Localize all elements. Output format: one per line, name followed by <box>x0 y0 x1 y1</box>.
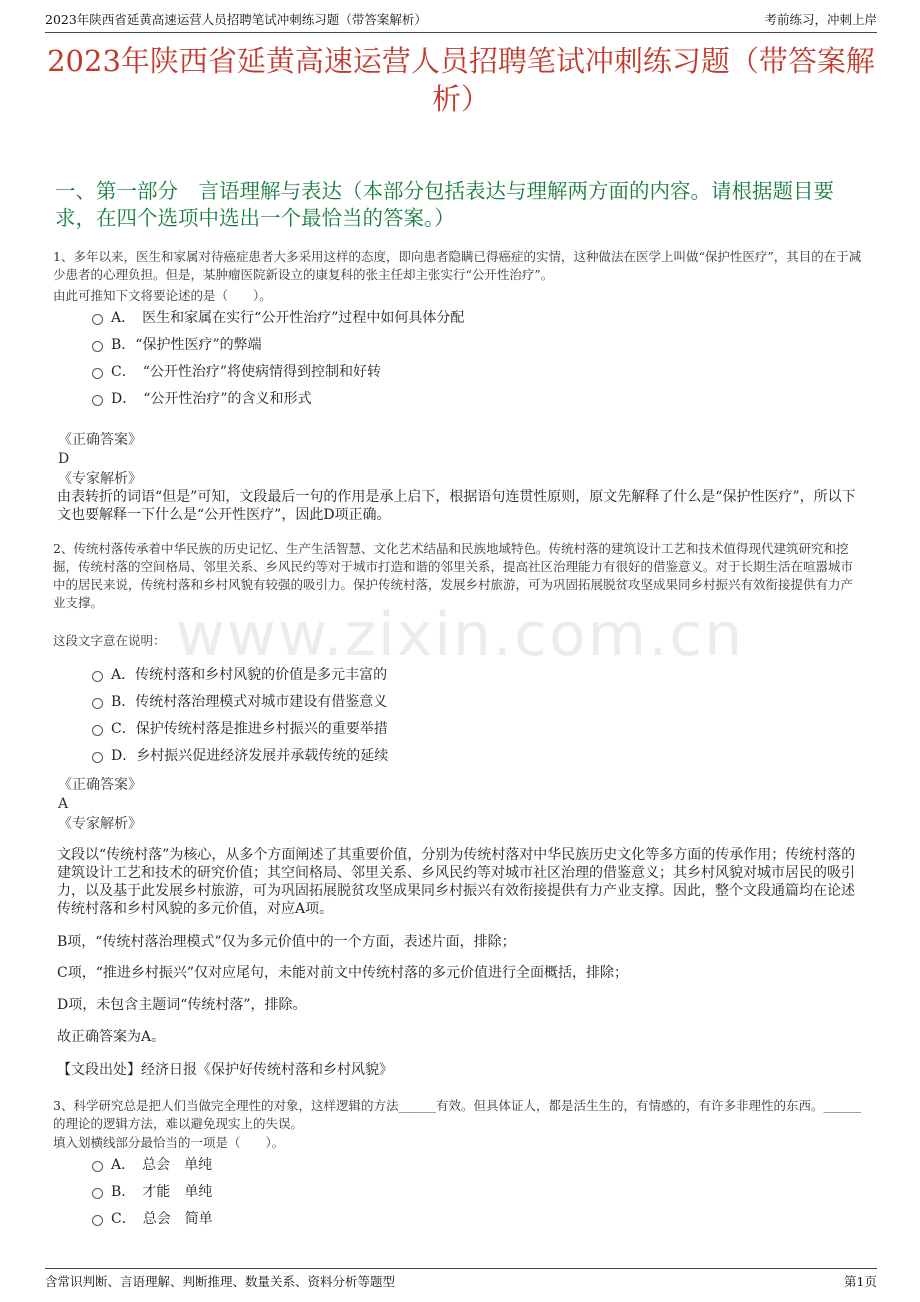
radio-icon[interactable] <box>92 341 103 352</box>
option-label: A． 总会 单纯 <box>111 1157 213 1173</box>
question-2-analysis-c: C项，“推进乡村振兴”仅对应尾句，未能对前文中传统村落的多元价值进行全面概括，排除； <box>57 965 629 981</box>
radio-icon[interactable] <box>92 1188 103 1199</box>
option-label: C． “公开性治疗”将使病情得到控制和好转 <box>111 364 382 380</box>
question-1-answer-label: 《正确答案》 <box>58 432 142 448</box>
question-1-option-b[interactable] <box>92 336 262 354</box>
question-1-option-d[interactable] <box>92 390 312 408</box>
question-3-stem: 3、科学研究总是把人们当做完全理性的对象，这样逻辑的方法______有效。但具体证人，都是活生生的，有情感的，有许多非理性的东西。______的理论的逻辑方法，难以避免现实上的失误。 <box>53 1098 861 1131</box>
radio-icon[interactable] <box>92 1161 103 1172</box>
question-1-analysis: 由表转折的词语“但是”可知，文段最后一句的作用是承上启下，根据语句连贯性原则，原文先解释了什么是“保护性医疗”，所以下文也要解释一下什么是“公开性医疗”，因此D项正确。 <box>57 489 856 523</box>
running-header-slogan: 考前练习，冲刺上岸 <box>764 12 877 27</box>
question-1-option-a[interactable] <box>92 309 464 327</box>
radio-icon[interactable] <box>92 314 103 325</box>
question-2-analysis-label: 《专家解析》 <box>58 816 142 832</box>
option-label: A．传统村落和乡村风貌的价值是多元丰富的 <box>111 667 388 683</box>
option-label: D．乡村振兴促进经济发展并承载传统的延续 <box>111 748 389 764</box>
option-label: D． “公开性治疗”的含义和形式 <box>111 391 312 407</box>
question-2-analysis-d: D项，未包含主题词“传统村落”，排除。 <box>57 997 307 1013</box>
question-2-prompt: 这段文字意在说明： <box>53 633 166 648</box>
question-1-analysis-label: 《专家解析》 <box>58 471 142 487</box>
question-1-prompt: 由此可推知下文将要论述的是（ ）。 <box>53 288 272 303</box>
option-label: B．“保护性医疗”的弊端 <box>111 337 262 353</box>
header-divider <box>45 32 877 33</box>
radio-icon[interactable] <box>92 752 103 763</box>
watermark: www.zixin.com.cn <box>175 600 745 670</box>
question-3-option-a[interactable] <box>92 1156 212 1174</box>
question-2-conclusion: 故正确答案为A。 <box>57 1029 166 1045</box>
question-2-source: 【文段出处】经济日报《保护好传统村落和乡村风貌》 <box>57 1062 393 1078</box>
section-heading: 一、第一部分 言语理解与表达（本部分包括表达与理解两方面的内容。请根据题目要求，在四个选项中选出一个最恰当的答案。） <box>55 179 834 230</box>
page-number: 第1页 <box>844 1274 877 1289</box>
question-3-prompt: 填入划横线部分最恰当的一项是（ ）。 <box>53 1135 285 1150</box>
question-2-analysis-main: 文段以“传统村落”为核心，从多个方面阐述了其重要价值，分别为传统村落对中华民族历史文化等多方面的传承作用；传统村落的建筑设计工艺和技术的研究价值；其空间格局、邻里关系、乡风民约等对城市社区治理的借鉴意义；其乡村风貌对城市居民的吸引力，以及基于此发展乡村旅游，可为巩固拓展脱贫攻坚成果同乡村振兴有效衔接提供有力产业支撑。因此，整个文段通篇均在论述传统村落和乡村风貌的多元价值，对应A项。 <box>57 847 856 917</box>
question-1-stem: 1、多年以来，医生和家属对待癌症患者大多采用这样的态度，即向患者隐瞒已得癌症的实情，这种做法在医学上叫做“保护性医疗”，其目的在于减少患者的心理负担。但是，某肿瘤医院新设立的康复科的张主任却主张实行“公开性治疗”。 <box>53 249 862 282</box>
question-2-option-a[interactable] <box>92 666 387 684</box>
question-1-answer: D <box>58 451 70 467</box>
question-1-option-c[interactable] <box>92 363 381 381</box>
option-label: C． 总会 简单 <box>111 1211 213 1227</box>
radio-icon[interactable] <box>92 368 103 379</box>
radio-icon[interactable] <box>92 671 103 682</box>
footer-description: 含常识判断、言语理解、判断推理、数量关系、资料分析等题型 <box>45 1274 396 1289</box>
radio-icon[interactable] <box>92 395 103 406</box>
document-title: 2023年陕西省延黄高速运营人员招聘笔试冲刺练习题（带答案解析） <box>47 44 875 116</box>
option-label: B． 才能 单纯 <box>111 1184 213 1200</box>
option-label: B．传统村落治理模式对城市建设有借鉴意义 <box>111 694 388 710</box>
option-label: A． 医生和家属在实行“公开性治疗”过程中如何具体分配 <box>111 310 465 326</box>
radio-icon[interactable] <box>92 1215 103 1226</box>
question-2-answer: A <box>58 796 69 812</box>
question-3-option-b[interactable] <box>92 1183 212 1201</box>
question-3-option-c[interactable] <box>92 1210 213 1228</box>
question-2-option-c[interactable] <box>92 720 388 738</box>
question-2-answer-label: 《正确答案》 <box>58 777 142 793</box>
radio-icon[interactable] <box>92 698 103 709</box>
question-2-option-b[interactable] <box>92 693 387 711</box>
question-2-stem: 2、传统村落传承着中华民族的历史记忆、生产生活智慧、文化艺术结晶和民族地域特色。传统村落的建筑设计工艺和技术值得现代建筑研究和挖掘，传统村落的空间格局、邻里关系、乡风民约等对于城市打造和谐的邻里关系，提高社区治理能力有很好的借鉴意义。对于长期生活在喧嚣城市中的居民来说，传统村落和乡村风貌有较强的吸引力。保护传统村落，发展乡村旅游，可为巩固拓展脱贫攻坚成果同乡村振兴有效衔接提供有力产业支撑。 <box>53 541 854 610</box>
option-label: C．保护传统村落是推进乡村振兴的重要举措 <box>111 721 388 737</box>
footer-divider <box>45 1268 877 1269</box>
question-2-option-d[interactable] <box>92 747 388 765</box>
radio-icon[interactable] <box>92 725 103 736</box>
question-2-analysis-b: B项，“传统村落治理模式”仅为多元价值中的一个方面，表述片面，排除； <box>57 934 516 950</box>
running-header-title: 2023年陕西省延黄高速运营人员招聘笔试冲刺练习题（带答案解析） <box>45 12 427 27</box>
